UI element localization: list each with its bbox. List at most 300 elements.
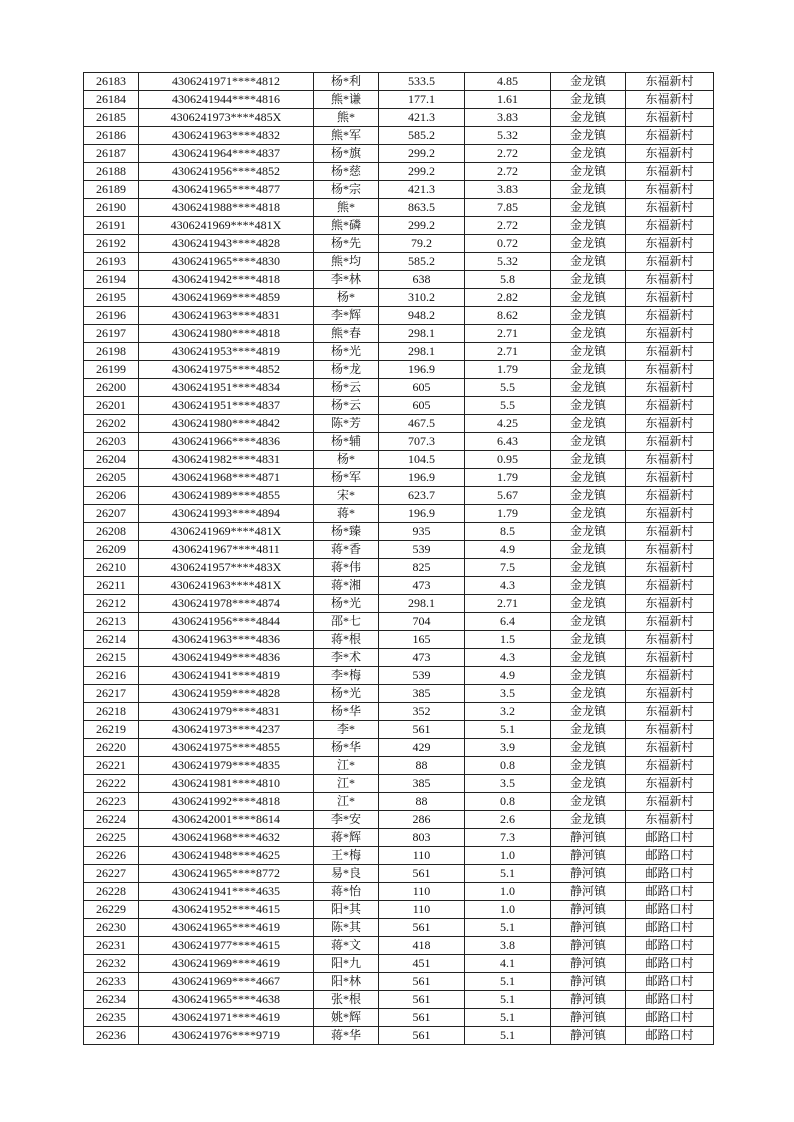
amount-cell: 110: [379, 883, 465, 901]
id-number-cell: 4306241956****4852: [139, 163, 314, 181]
area-cell: 4.3: [465, 577, 551, 595]
id-number-cell: 4306241988****4818: [139, 199, 314, 217]
serial-number-cell: 26226: [84, 847, 139, 865]
village-cell: 东福新村: [626, 325, 714, 343]
table-row: [84, 847, 714, 865]
amount-cell: 561: [379, 919, 465, 937]
serial-number-cell: 26236: [84, 1027, 139, 1045]
village-cell: 东福新村: [626, 721, 714, 739]
amount-cell: 585.2: [379, 127, 465, 145]
village-cell: 邮路口村: [626, 847, 714, 865]
name-cell: 江*: [314, 793, 379, 811]
town-cell: 金龙镇: [551, 253, 626, 271]
table-row: [84, 721, 714, 739]
id-number-cell: 4306241957****483X: [139, 559, 314, 577]
serial-number-cell: 26216: [84, 667, 139, 685]
village-cell: 东福新村: [626, 73, 714, 91]
serial-number-cell: 26194: [84, 271, 139, 289]
town-cell: 金龙镇: [551, 559, 626, 577]
village-cell: 东福新村: [626, 181, 714, 199]
table-row: [84, 685, 714, 703]
id-number-cell: 4306241956****4844: [139, 613, 314, 631]
area-cell: 4.25: [465, 415, 551, 433]
serial-number-cell: 26199: [84, 361, 139, 379]
serial-number-cell: 26230: [84, 919, 139, 937]
town-cell: 金龙镇: [551, 307, 626, 325]
area-cell: 0.95: [465, 451, 551, 469]
table-row: [84, 649, 714, 667]
id-number-cell: 4306241980****4818: [139, 325, 314, 343]
serial-number-cell: 26231: [84, 937, 139, 955]
serial-number-cell: 26201: [84, 397, 139, 415]
amount-cell: 385: [379, 775, 465, 793]
table-row: [84, 937, 714, 955]
area-cell: 1.0: [465, 901, 551, 919]
serial-number-cell: 26220: [84, 739, 139, 757]
name-cell: 李*术: [314, 649, 379, 667]
town-cell: 金龙镇: [551, 739, 626, 757]
area-cell: 5.1: [465, 991, 551, 1009]
amount-cell: 104.5: [379, 451, 465, 469]
table-row: [84, 559, 714, 577]
area-cell: 5.8: [465, 271, 551, 289]
name-cell: 李*林: [314, 271, 379, 289]
area-cell: 5.1: [465, 721, 551, 739]
amount-cell: 473: [379, 577, 465, 595]
name-cell: 杨*龙: [314, 361, 379, 379]
id-number-cell: 4306241977****4615: [139, 937, 314, 955]
serial-number-cell: 26188: [84, 163, 139, 181]
town-cell: 金龙镇: [551, 145, 626, 163]
serial-number-cell: 26227: [84, 865, 139, 883]
table-row: [84, 739, 714, 757]
village-cell: 东福新村: [626, 379, 714, 397]
serial-number-cell: 26207: [84, 505, 139, 523]
town-cell: 金龙镇: [551, 127, 626, 145]
id-number-cell: 4306241993****4894: [139, 505, 314, 523]
table-row: [84, 217, 714, 235]
area-cell: 6.4: [465, 613, 551, 631]
village-cell: 东福新村: [626, 757, 714, 775]
amount-cell: 286: [379, 811, 465, 829]
village-cell: 东福新村: [626, 505, 714, 523]
area-cell: 2.6: [465, 811, 551, 829]
village-cell: 东福新村: [626, 109, 714, 127]
town-cell: 静河镇: [551, 1009, 626, 1027]
id-number-cell: 4306241992****4818: [139, 793, 314, 811]
name-cell: 姚*辉: [314, 1009, 379, 1027]
town-cell: 金龙镇: [551, 649, 626, 667]
name-cell: 杨*旗: [314, 145, 379, 163]
area-cell: 5.1: [465, 1027, 551, 1045]
town-cell: 静河镇: [551, 865, 626, 883]
name-cell: 杨*光: [314, 343, 379, 361]
name-cell: 杨*臻: [314, 523, 379, 541]
table-row: [84, 91, 714, 109]
amount-cell: 418: [379, 937, 465, 955]
name-cell: 李*辉: [314, 307, 379, 325]
serial-number-cell: 26219: [84, 721, 139, 739]
village-cell: 东福新村: [626, 541, 714, 559]
area-cell: 4.9: [465, 541, 551, 559]
table-row: [84, 811, 714, 829]
amount-cell: 585.2: [379, 253, 465, 271]
town-cell: 金龙镇: [551, 703, 626, 721]
serial-number-cell: 26218: [84, 703, 139, 721]
id-number-cell: 4306241978****4874: [139, 595, 314, 613]
town-cell: 金龙镇: [551, 271, 626, 289]
id-number-cell: 4306241965****4638: [139, 991, 314, 1009]
village-cell: 邮路口村: [626, 1009, 714, 1027]
town-cell: 静河镇: [551, 883, 626, 901]
village-cell: 东福新村: [626, 127, 714, 145]
amount-cell: 561: [379, 973, 465, 991]
amount-cell: 88: [379, 757, 465, 775]
amount-cell: 638: [379, 271, 465, 289]
table-row: [84, 865, 714, 883]
town-cell: 静河镇: [551, 1027, 626, 1045]
area-cell: 2.72: [465, 145, 551, 163]
village-cell: 东福新村: [626, 793, 714, 811]
village-cell: 东福新村: [626, 811, 714, 829]
village-cell: 东福新村: [626, 361, 714, 379]
table-row: [84, 109, 714, 127]
id-number-cell: 4306241971****4619: [139, 1009, 314, 1027]
town-cell: 金龙镇: [551, 289, 626, 307]
amount-cell: 539: [379, 541, 465, 559]
amount-cell: 825: [379, 559, 465, 577]
serial-number-cell: 26211: [84, 577, 139, 595]
amount-cell: 88: [379, 793, 465, 811]
area-cell: 1.5: [465, 631, 551, 649]
name-cell: 蒋*湘: [314, 577, 379, 595]
serial-number-cell: 26193: [84, 253, 139, 271]
amount-cell: 704: [379, 613, 465, 631]
area-cell: 4.1: [465, 955, 551, 973]
table-row: [84, 901, 714, 919]
id-number-cell: 4306241989****4855: [139, 487, 314, 505]
amount-cell: 863.5: [379, 199, 465, 217]
town-cell: 金龙镇: [551, 181, 626, 199]
name-cell: 李*梅: [314, 667, 379, 685]
id-number-cell: 4306241949****4836: [139, 649, 314, 667]
village-cell: 东福新村: [626, 523, 714, 541]
town-cell: 金龙镇: [551, 577, 626, 595]
area-cell: 5.1: [465, 865, 551, 883]
id-number-cell: 4306241963****4831: [139, 307, 314, 325]
serial-number-cell: 26232: [84, 955, 139, 973]
town-cell: 金龙镇: [551, 811, 626, 829]
table-body: [84, 73, 714, 1045]
town-cell: 金龙镇: [551, 343, 626, 361]
area-cell: 3.83: [465, 109, 551, 127]
name-cell: 阳*林: [314, 973, 379, 991]
village-cell: 东福新村: [626, 91, 714, 109]
town-cell: 静河镇: [551, 955, 626, 973]
table-row: [84, 577, 714, 595]
id-number-cell: 4306241973****4237: [139, 721, 314, 739]
serial-number-cell: 26203: [84, 433, 139, 451]
id-number-cell: 4306241975****4855: [139, 739, 314, 757]
name-cell: 杨*华: [314, 703, 379, 721]
village-cell: 东福新村: [626, 307, 714, 325]
id-number-cell: 4306241969****481X: [139, 217, 314, 235]
town-cell: 金龙镇: [551, 91, 626, 109]
town-cell: 金龙镇: [551, 505, 626, 523]
name-cell: 李*安: [314, 811, 379, 829]
amount-cell: 298.1: [379, 595, 465, 613]
town-cell: 金龙镇: [551, 487, 626, 505]
table-row: [84, 523, 714, 541]
town-cell: 金龙镇: [551, 163, 626, 181]
village-cell: 邮路口村: [626, 829, 714, 847]
amount-cell: 561: [379, 991, 465, 1009]
town-cell: 静河镇: [551, 847, 626, 865]
id-number-cell: 4306241942****4818: [139, 271, 314, 289]
table-row: [84, 955, 714, 973]
serial-number-cell: 26229: [84, 901, 139, 919]
name-cell: 阳*九: [314, 955, 379, 973]
name-cell: 邵*七: [314, 613, 379, 631]
table-row: [84, 451, 714, 469]
town-cell: 金龙镇: [551, 595, 626, 613]
name-cell: 杨*光: [314, 595, 379, 613]
name-cell: 熊*春: [314, 325, 379, 343]
area-cell: 4.85: [465, 73, 551, 91]
name-cell: 杨*先: [314, 235, 379, 253]
village-cell: 东福新村: [626, 145, 714, 163]
name-cell: 陈*其: [314, 919, 379, 937]
serial-number-cell: 26213: [84, 613, 139, 631]
amount-cell: 177.1: [379, 91, 465, 109]
id-number-cell: 4306241965****4830: [139, 253, 314, 271]
village-cell: 东福新村: [626, 775, 714, 793]
village-cell: 东福新村: [626, 469, 714, 487]
name-cell: 杨*华: [314, 739, 379, 757]
id-number-cell: 4306241943****4828: [139, 235, 314, 253]
name-cell: 宋*: [314, 487, 379, 505]
serial-number-cell: 26225: [84, 829, 139, 847]
amount-cell: 298.1: [379, 325, 465, 343]
town-cell: 金龙镇: [551, 451, 626, 469]
name-cell: 杨*宗: [314, 181, 379, 199]
town-cell: 金龙镇: [551, 379, 626, 397]
town-cell: 金龙镇: [551, 73, 626, 91]
id-number-cell: 4306241965****4619: [139, 919, 314, 937]
village-cell: 邮路口村: [626, 991, 714, 1009]
name-cell: 杨*辅: [314, 433, 379, 451]
amount-cell: 310.2: [379, 289, 465, 307]
id-number-cell: 4306241966****4836: [139, 433, 314, 451]
id-number-cell: 4306241952****4615: [139, 901, 314, 919]
serial-number-cell: 26183: [84, 73, 139, 91]
name-cell: 蒋*根: [314, 631, 379, 649]
serial-number-cell: 26197: [84, 325, 139, 343]
amount-cell: 352: [379, 703, 465, 721]
town-cell: 金龙镇: [551, 775, 626, 793]
area-cell: 2.72: [465, 217, 551, 235]
serial-number-cell: 26186: [84, 127, 139, 145]
serial-number-cell: 26192: [84, 235, 139, 253]
area-cell: 1.79: [465, 361, 551, 379]
village-cell: 东福新村: [626, 703, 714, 721]
amount-cell: 385: [379, 685, 465, 703]
id-number-cell: 4306241969****4619: [139, 955, 314, 973]
table-row: [84, 595, 714, 613]
table-row: [84, 667, 714, 685]
serial-number-cell: 26235: [84, 1009, 139, 1027]
village-cell: 东福新村: [626, 253, 714, 271]
id-number-cell: 4306241967****4811: [139, 541, 314, 559]
town-cell: 金龙镇: [551, 415, 626, 433]
town-cell: 静河镇: [551, 991, 626, 1009]
id-number-cell: 4306241963****481X: [139, 577, 314, 595]
table-row: [84, 757, 714, 775]
serial-number-cell: 26223: [84, 793, 139, 811]
table-row: [84, 361, 714, 379]
id-number-cell: 4306241965****8772: [139, 865, 314, 883]
amount-cell: 429: [379, 739, 465, 757]
table-row: [84, 541, 714, 559]
id-number-cell: 4306241982****4831: [139, 451, 314, 469]
name-cell: 蒋*辉: [314, 829, 379, 847]
serial-number-cell: 26222: [84, 775, 139, 793]
area-cell: 3.5: [465, 775, 551, 793]
name-cell: 蒋*: [314, 505, 379, 523]
name-cell: 杨*云: [314, 397, 379, 415]
area-cell: 3.5: [465, 685, 551, 703]
serial-number-cell: 26212: [84, 595, 139, 613]
amount-cell: 707.3: [379, 433, 465, 451]
town-cell: 金龙镇: [551, 109, 626, 127]
area-cell: 5.67: [465, 487, 551, 505]
serial-number-cell: 26198: [84, 343, 139, 361]
area-cell: 0.72: [465, 235, 551, 253]
table-row: [84, 253, 714, 271]
serial-number-cell: 26205: [84, 469, 139, 487]
id-number-cell: 4306241959****4828: [139, 685, 314, 703]
town-cell: 金龙镇: [551, 361, 626, 379]
area-cell: 2.71: [465, 325, 551, 343]
serial-number-cell: 26215: [84, 649, 139, 667]
area-cell: 1.79: [465, 505, 551, 523]
name-cell: 杨*军: [314, 469, 379, 487]
table-row: [84, 379, 714, 397]
id-number-cell: 4306241948****4625: [139, 847, 314, 865]
town-cell: 金龙镇: [551, 199, 626, 217]
amount-cell: 473: [379, 649, 465, 667]
amount-cell: 110: [379, 901, 465, 919]
area-cell: 1.61: [465, 91, 551, 109]
area-cell: 7.85: [465, 199, 551, 217]
table-row: [84, 415, 714, 433]
amount-cell: 110: [379, 847, 465, 865]
amount-cell: 605: [379, 379, 465, 397]
name-cell: 蒋*文: [314, 937, 379, 955]
area-cell: 5.5: [465, 397, 551, 415]
name-cell: 陈*芳: [314, 415, 379, 433]
village-cell: 邮路口村: [626, 883, 714, 901]
serial-number-cell: 26224: [84, 811, 139, 829]
id-number-cell: 4306241944****4816: [139, 91, 314, 109]
town-cell: 金龙镇: [551, 541, 626, 559]
area-cell: 1.0: [465, 883, 551, 901]
table-row: [84, 271, 714, 289]
amount-cell: 196.9: [379, 505, 465, 523]
table-row: [84, 829, 714, 847]
area-cell: 3.83: [465, 181, 551, 199]
amount-cell: 803: [379, 829, 465, 847]
id-number-cell: 4306241979****4831: [139, 703, 314, 721]
id-number-cell: 4306241969****4859: [139, 289, 314, 307]
village-cell: 东福新村: [626, 199, 714, 217]
id-number-cell: 4306241969****481X: [139, 523, 314, 541]
id-number-cell: 4306241953****4819: [139, 343, 314, 361]
amount-cell: 935: [379, 523, 465, 541]
amount-cell: 539: [379, 667, 465, 685]
village-cell: 东福新村: [626, 739, 714, 757]
name-cell: 熊*谦: [314, 91, 379, 109]
town-cell: 金龙镇: [551, 469, 626, 487]
area-cell: 5.1: [465, 973, 551, 991]
town-cell: 金龙镇: [551, 613, 626, 631]
amount-cell: 561: [379, 721, 465, 739]
table-row: [84, 397, 714, 415]
area-cell: 8.5: [465, 523, 551, 541]
table-row: [84, 307, 714, 325]
id-number-cell: 4306241979****4835: [139, 757, 314, 775]
serial-number-cell: 26233: [84, 973, 139, 991]
serial-number-cell: 26206: [84, 487, 139, 505]
table-row: [84, 163, 714, 181]
area-cell: 7.5: [465, 559, 551, 577]
area-cell: 2.71: [465, 343, 551, 361]
name-cell: 李*: [314, 721, 379, 739]
area-cell: 5.32: [465, 127, 551, 145]
id-number-cell: 4306241971****4812: [139, 73, 314, 91]
table-row: [84, 703, 714, 721]
village-cell: 东福新村: [626, 613, 714, 631]
town-cell: 静河镇: [551, 973, 626, 991]
table-row: [84, 973, 714, 991]
id-number-cell: 4306241980****4842: [139, 415, 314, 433]
serial-number-cell: 26195: [84, 289, 139, 307]
village-cell: 东福新村: [626, 559, 714, 577]
area-cell: 7.3: [465, 829, 551, 847]
name-cell: 蒋*香: [314, 541, 379, 559]
id-number-cell: 4306241963****4832: [139, 127, 314, 145]
table-row: [84, 919, 714, 937]
id-number-cell: 4306241969****4667: [139, 973, 314, 991]
name-cell: 易*良: [314, 865, 379, 883]
town-cell: 金龙镇: [551, 235, 626, 253]
town-cell: 静河镇: [551, 937, 626, 955]
table-row: [84, 343, 714, 361]
town-cell: 静河镇: [551, 919, 626, 937]
amount-cell: 561: [379, 1027, 465, 1045]
town-cell: 金龙镇: [551, 667, 626, 685]
name-cell: 王*梅: [314, 847, 379, 865]
amount-cell: 196.9: [379, 361, 465, 379]
table-row: [84, 433, 714, 451]
amount-cell: 299.2: [379, 163, 465, 181]
amount-cell: 451: [379, 955, 465, 973]
table-row: [84, 1009, 714, 1027]
data-table: [83, 72, 714, 1045]
amount-cell: 165: [379, 631, 465, 649]
village-cell: 东福新村: [626, 685, 714, 703]
area-cell: 1.79: [465, 469, 551, 487]
